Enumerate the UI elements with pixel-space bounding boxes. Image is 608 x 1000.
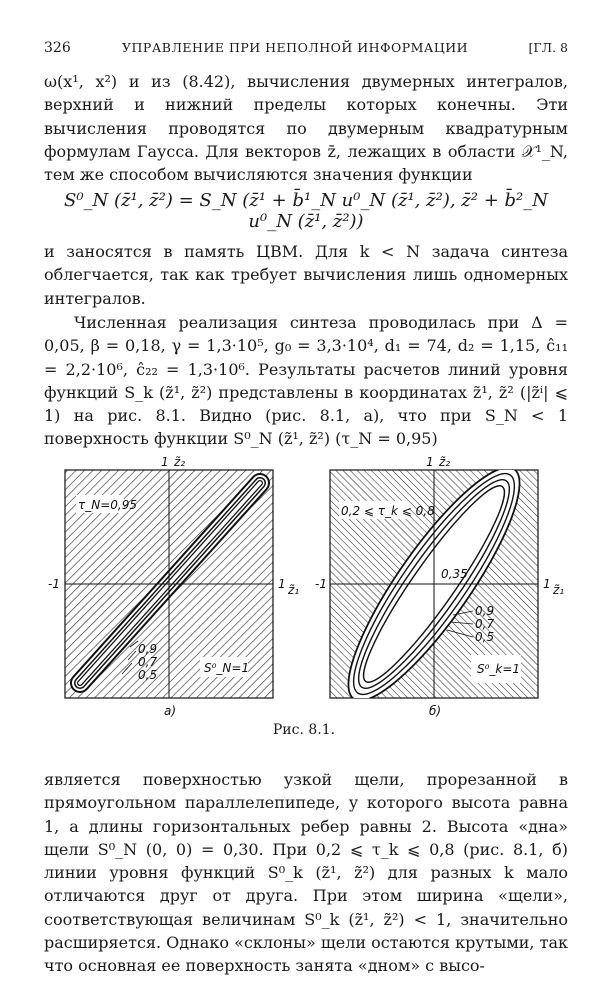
axis-y-label: z̃₂ (439, 455, 451, 469)
paragraph-1: ω(x¹, x²) и из (8.42), вычисления двумерных интегралов, верхний и нижний пределы которых конечны. Эти вычисления проводятся по двумерным квадратурным формулам Гаусса. Для векторов z̄, лежащих в области 𝒳¹_N, тем же способом вычисляются значения функции (44, 72, 568, 185)
tick-top: 1 (426, 455, 434, 469)
axis-y-label: z̃₂ (174, 455, 186, 469)
level-0-5: 0,5 (138, 668, 158, 682)
figure-8-1-b (313, 455, 583, 720)
bottom-label: S⁰_k=1 (477, 662, 521, 676)
level-0-7: 0,7 (138, 655, 158, 669)
page-number: 326 (44, 40, 71, 56)
level-0-9: 0,9 (475, 604, 495, 618)
level-0-5: 0,5 (475, 630, 495, 644)
tick-left: -1 (48, 577, 60, 591)
paragraph-2: и заносятся в память ЦВМ. Для k < N задача синтеза облегчается, так как требует вычисления лишь одномерных интегралов. (44, 242, 568, 308)
paragraph-3: Численная реализация синтеза проводилась при Δ = 0,05, β = 0,18, γ = 1,3·10⁵, g₀ = 3,3·10⁴, d₁ = 74, d₂ = 1,15, ĉ₁₁ = 2,2·10⁶, ĉ₂₂ = 1,3·10⁶. Результаты расчетов линий уровня функций S_k (z̃¹, z̃²) представлены в координатах z̃¹, z̃² (|z̃ⁱ| ⩽ 1) на рис. 8.1. Видно (рис. 8.1, а), что при S_N < 1 поверхность функции S⁰_N (z̃¹, z̃²) (τ_N = 0,95) (44, 313, 568, 449)
bottom-label: S⁰_N=1 (204, 661, 250, 675)
tick-left: -1 (315, 577, 327, 591)
axis-x-label: z̃₁ (553, 583, 565, 597)
running-title: УПРАВЛЕНИЕ ПРИ НЕПОЛНОЙ ИНФОРМАЦИИ (122, 40, 469, 55)
tick-right: 1 (278, 577, 286, 591)
tick-top: 1 (161, 455, 169, 469)
chapter-label: [ГЛ. 8 (528, 40, 568, 55)
tau-label: τ_N=0,95 (78, 498, 137, 512)
tick-right: 1 (543, 577, 551, 591)
axis-x-label: z̃₁ (288, 583, 300, 597)
running-header (44, 40, 568, 60)
center-value: 0,35 (441, 567, 468, 581)
tau-range-label: 0,2 ⩽ τ_k ⩽ 0,8 (341, 504, 435, 518)
panel-label-b: б) (429, 704, 442, 718)
panel-label-a: а) (164, 704, 177, 718)
level-0-9: 0,9 (138, 642, 158, 656)
figure-8-1-a (40, 455, 310, 720)
figure-caption: Рис. 8.1. (272, 722, 336, 738)
paragraph-4: является поверхностью узкой щели, прорезанной в прямоугольном параллелепипеде, у которого высота равна 1, а длины горизонтальных ребер равны 2. Высота «дна» щели S⁰_N (0, 0) = 0,30. При 0,2 ⩽ τ_k ⩽ 0,8 (рис. 8.1, б) линии уровня функций S⁰_k (z̃¹, z̃²) для разных k мало отличаются друг от друга. При этом ширина «щели», соответствующая величинам S⁰_k (z̃¹, z̃²) < 1, значительно расширяется. Однако «склоны» щели остаются крутыми, так что основная ее поверхность занята «дном» с высо- (44, 770, 568, 976)
level-0-7: 0,7 (475, 617, 495, 631)
display-formula: S⁰_N (z̄¹, z̄²) = S_N (z̄¹ + b̄¹_N u⁰_N (z̄¹, z̄²), z̄² + b̄²_N u⁰_N (z̄¹, z̄²)) (63, 190, 548, 232)
